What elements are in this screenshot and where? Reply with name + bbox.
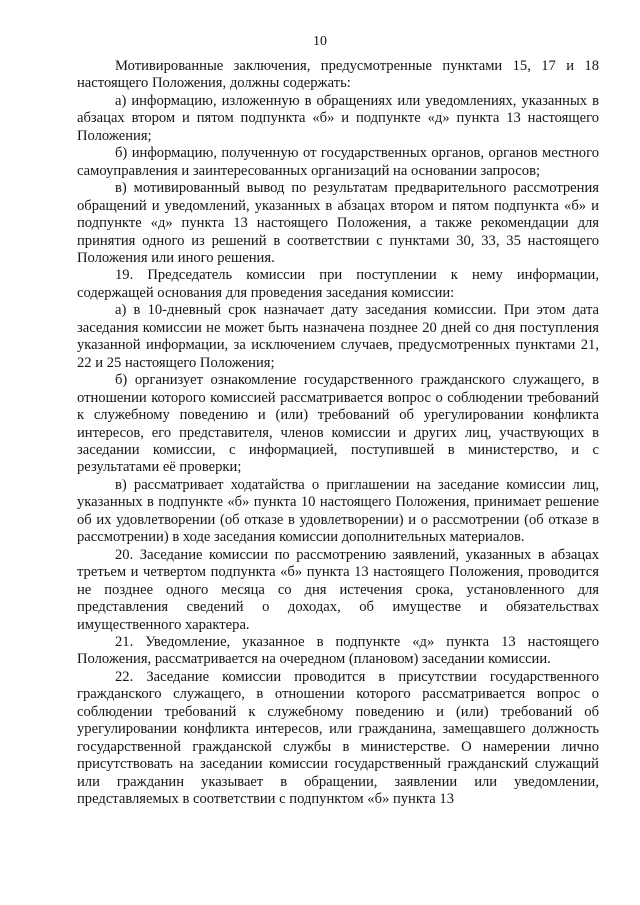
paragraph-item-a-information: а) информацию, изложенную в обращениях или уведомлениях, указанных в абзацах втором и пятом подпункта «б» и подпункте «д» пункта 13 настоящего Положения; bbox=[77, 92, 599, 144]
paragraph-19-b: б) организует ознакомление государственного гражданского служащего, в отношении которого комиссией рассматривается вопрос о соблюдении требований к служебному поведению и (или) требований об урегулировании конфликта интересов, его представителя, членов комиссии и других лиц, участвующих в заседании комиссии, с информацией, поступившей в министерство, и с результатами её проверки; bbox=[77, 372, 599, 476]
paragraph-19-v: в) рассматривает ходатайства о приглашении на заседание комиссии лиц, указанных в подпункте «б» пункта 10 настоящего Положения, принимает решение об их удовлетворении (об отказе в удовлетворении) и о рассмотрении (об отказе в рассмотрении) в ходе заседания комиссии дополнительных материалов. bbox=[77, 476, 599, 546]
page-number: 10 bbox=[313, 34, 327, 49]
paragraph-20: 20. Заседание комиссии по рассмотрению заявлений, указанных в абзацах третьем и четвертом подпункта «б» пункта 13 настоящего Положения, проводится не позднее одного месяца со дня истечения срока, установленного для представления сведений о доходах, об имуществе и обязательствах имущественного характера. bbox=[77, 546, 599, 633]
paragraph-21: 21. Уведомление, указанное в подпункте «д» пункта 13 настоящего Положения, рассматривается на очередном (плановом) заседании комиссии. bbox=[77, 633, 599, 668]
paragraph-19-a: а) в 10-дневный срок назначает дату заседания комиссии. При этом дата заседания комиссии не может быть назначена позднее 20 дней со дня поступления указанной информации, за исключением случаев, предусмотренных пунктами 21, 22 и 25 настоящего Положения; bbox=[77, 302, 599, 371]
document-body bbox=[77, 58, 599, 808]
paragraph-item-b-information: б) информацию, полученную от государственных органов, органов местного самоуправления и заинтересованных организаций на основании запросов; bbox=[77, 145, 599, 179]
paragraph-22: 22. Заседание комиссии проводится в присутствии государственного гражданского служащего, в отношении которого рассматривается вопрос о соблюдении требований к служебному поведению и (или) требований об урегулировании конфликта интересов, или гражданина, замещавшего должность государственной гражданской службы в министерстве. О намерении лично присутствовать на заседании комиссии государственный гражданский служащий или гражданин указывает в обращении, заявлении или уведомлении, представляемых в соответствии с подпунктом «б» пункта 13 bbox=[77, 668, 599, 808]
paragraph-item-v-motivated-conclusion: в) мотивированный вывод по результатам предварительного рассмотрения обращений и уведомлений, указанных в абзацах втором и пятом подпункта «б» и подпункте «д» пункта 13 настоящего Положения, а также рекомендации для принятия одного из решений в соответствии с пунктами 30, 33, 35 настоящего Положения или иного решения. bbox=[77, 180, 599, 266]
paragraph-19: 19. Председатель комиссии при поступлении к нему информации, содержащей основания для проведения заседания комиссии: bbox=[77, 267, 599, 301]
paragraph-motivated-conclusions: Мотивированные заключения, предусмотренные пунктами 15, 17 и 18 настоящего Положения, должны содержать: bbox=[77, 58, 599, 92]
